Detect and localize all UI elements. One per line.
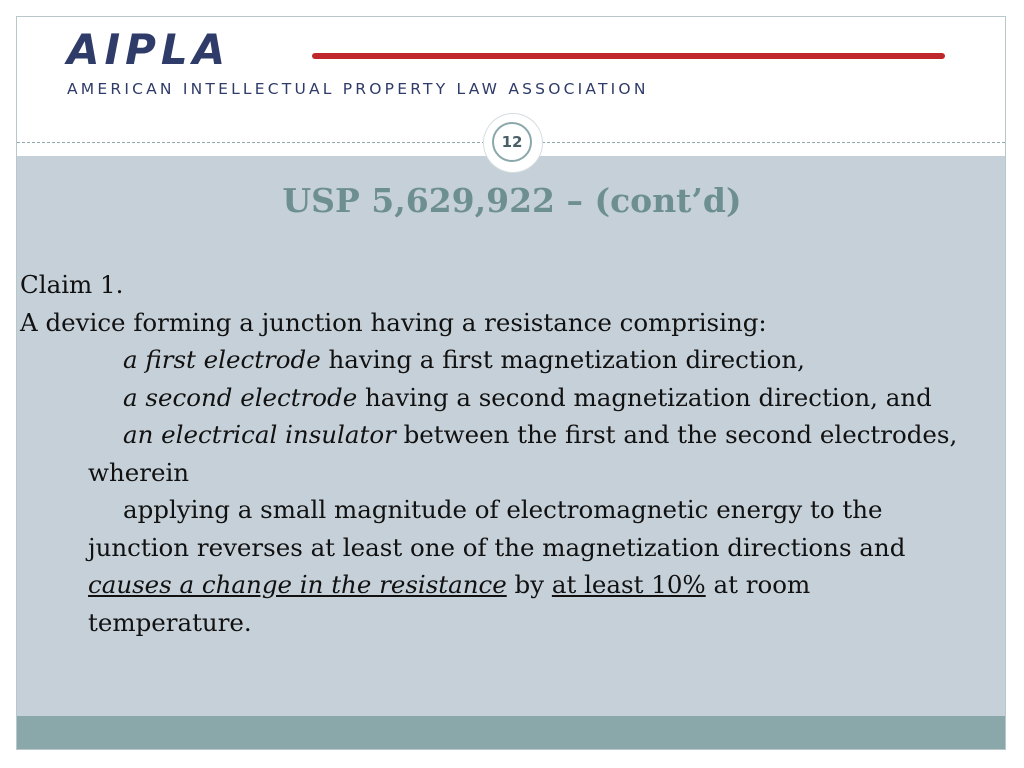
element-3-name: an electrical insulator [123, 420, 396, 449]
element-1-desc: having a first magnetization direction, [320, 345, 805, 374]
claim-wherein-clause [20, 491, 970, 641]
page-number-badge [484, 114, 542, 172]
logo-red-bar [312, 53, 945, 59]
claim-label: Claim 1. [20, 270, 124, 299]
slide-title: USP 5,629,922 – (cont’d) [282, 181, 742, 220]
wherein-underlined-1: causes a change in the resistance [88, 570, 507, 599]
claim-preamble: A device forming a junction having a resistance comprising: [20, 307, 767, 337]
claim-element-3 [20, 416, 970, 491]
wherein-text-2: by [506, 570, 552, 599]
claim-element-1 [20, 341, 970, 379]
claim-element-2 [20, 379, 970, 417]
claim-text [20, 266, 970, 641]
footer-band [17, 716, 1005, 750]
wherein-underlined-2: at least 10% [551, 570, 706, 599]
element-3-desc: between the first and the second electrodes, wherein [88, 420, 958, 487]
aipla-logo: AIPLA [67, 25, 231, 74]
wherein-text-3: at room temperature. [88, 570, 811, 637]
element-2-name: a second electrode [123, 382, 358, 412]
organization-name: AMERICAN INTELLECTUAL PROPERTY LAW ASSOCIATION [67, 80, 649, 98]
element-2-desc: having a second magnetization direction, and [357, 382, 932, 412]
page-number: 12 [492, 122, 532, 162]
wherein-text-1: applying a small magnitude of electromagnetic energy to the junction reverses at least one of the magnetization directions and [88, 495, 906, 562]
element-1-name: a first electrode [123, 345, 321, 374]
